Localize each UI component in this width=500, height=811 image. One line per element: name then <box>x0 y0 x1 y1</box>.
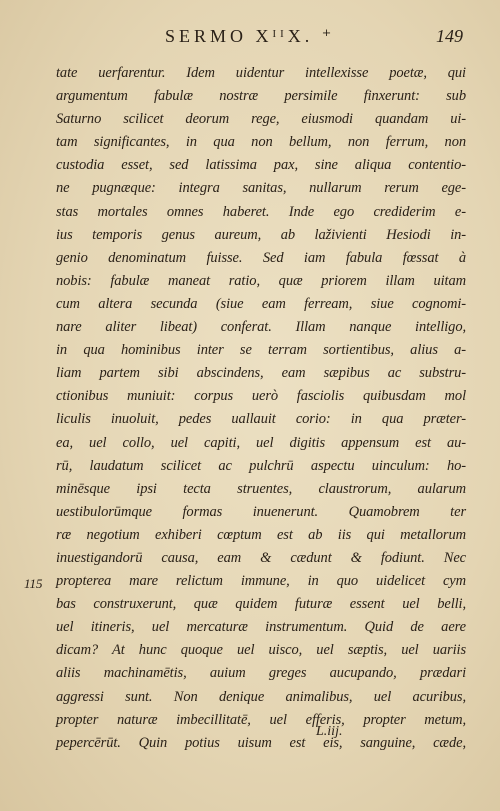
text-line: pepercērūt. Quin potius uisum est eis, sanguine, cæde, <box>56 734 466 751</box>
text-line: nare aliter libeat) conferat. Illam nanque intelligo, <box>56 319 466 336</box>
text-line: tam significantes, in qua non bellum, non ferrum, non <box>56 134 466 151</box>
text-line: ea, uel collo, uel capiti, uel digitis appensum est au- <box>56 434 466 451</box>
text-line: bas construxerunt, quæ quidem futuræ essent uel belli, <box>56 596 466 613</box>
text-line: ctionibus muniuit: corpus uerò fasciolis quibusdam mol <box>56 388 466 405</box>
text-line: cum altera secunda (siue eam ferream, siue cognomi- <box>56 295 466 312</box>
text-line: Saturno scilicet deorum rege, eiusmodi quandam ui- <box>56 111 466 128</box>
signature-mark: L.iij. <box>316 724 343 739</box>
text-line: ius temporis genus aureum, ab laživienti Hesiodi in- <box>56 226 466 243</box>
text-line: in qua hominibus inter se terram sortientibus, alius a- <box>56 342 466 359</box>
text-line: genio denominatum fuisse. Sed iam fabula fœssat à <box>56 249 466 266</box>
running-title: SERMO XᴵᴵX. ⁺ <box>165 26 336 46</box>
text-line: ne pugnæque: integra sanitas, nullarum rerum ege- <box>56 180 466 197</box>
text-line: ræ negotium exhiberi cœptum est ab iis qui metallorum <box>56 526 466 543</box>
text-line: dicam? At hunc quoque uel uisco, uel sæptis, uel uariis <box>56 642 466 659</box>
text-line: uel itineris, uel mercaturæ instrumentum. Quid de aere <box>56 619 466 636</box>
text-line: inuestigandorū causa, eam & cædunt & fodiunt. Nec <box>56 549 466 566</box>
text-line: uestibulorūmque formas inuenerunt. Quamobrem ter <box>56 503 466 520</box>
text-line: liam partem sibi abscindens, eam sæpibus ac substru- <box>56 365 466 382</box>
text-line: minēsque ipsi tecta struentes, claustrorum, aularum <box>56 480 466 497</box>
text-line: propter naturæ imbecillitatē, uel efferis, propter metum, <box>56 711 466 728</box>
page-number: 149 <box>436 26 463 46</box>
text-line: propterea mare relictum immune, in quo uidelicet cym <box>56 573 466 590</box>
body-text <box>56 62 466 755</box>
text-line: argumentum fabulæ nostræ persimile finxerunt: sub <box>56 88 466 105</box>
text-line: nobis: fabulæ maneat ratio, quæ priorem illam uitam <box>56 272 466 289</box>
text-line: liculis inuoluit, pedes uallauit corio: in qua præter- <box>56 411 466 428</box>
text-line: stas mortales omnes haberet. Inde ego crediderim e- <box>56 203 466 220</box>
marginal-note: 115 <box>24 576 43 591</box>
text-line: aliis machinamētis, auium greges aucupando, prædari <box>56 665 466 682</box>
text-line: custodia esset, sed latissima pax, sine aliqua contentio- <box>56 157 466 174</box>
text-line: aggressi sunt. Non denique animalibus, uel acuribus, <box>56 688 466 705</box>
text-line: rū, laudatum scilicet ac pulchrū aspectu uinculum: ho- <box>56 457 466 474</box>
text-line: tate uerfarentur. Idem uidentur intellexisse poetæ, qui <box>56 65 466 81</box>
